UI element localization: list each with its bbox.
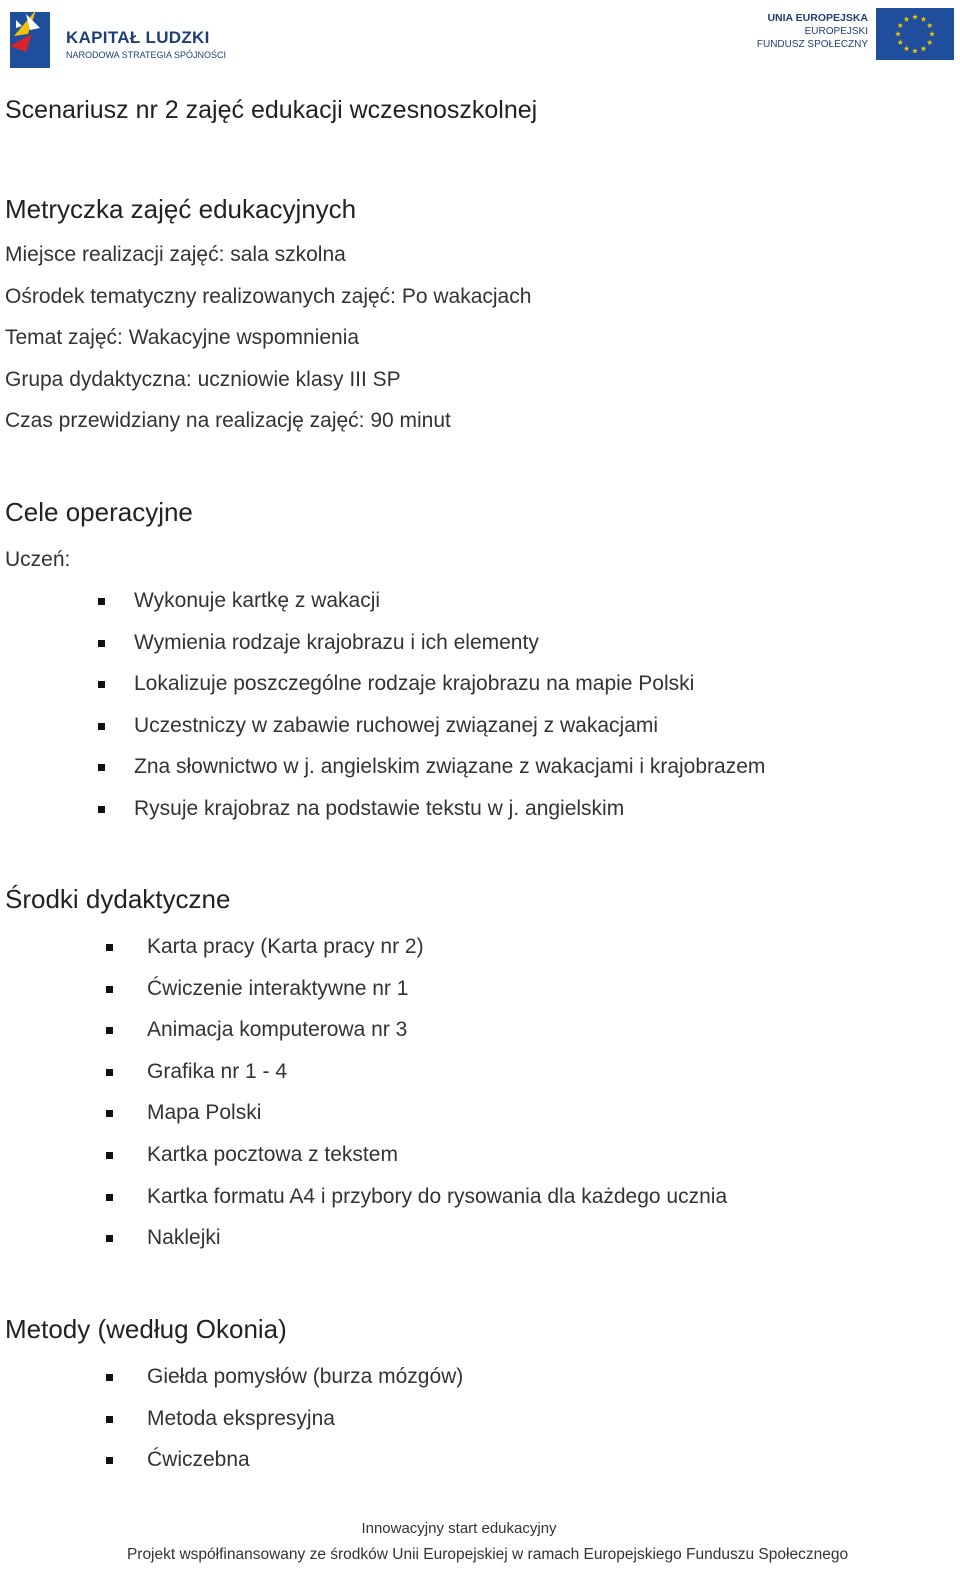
list-item: Uczestniczy w zabawie ruchowej związanej z wakacjami	[98, 710, 765, 752]
bullet-icon	[98, 723, 105, 730]
bullet-icon	[98, 806, 105, 813]
list-item: Kartka formatu A4 i przybory do rysowania dla każdego ucznia	[106, 1181, 727, 1223]
bullet-icon	[106, 944, 113, 951]
srodki-list	[106, 931, 727, 1264]
metody-heading: Metody (według Okonia)	[5, 1314, 287, 1344]
metryczka-line: Ośrodek tematyczny realizowanych zajęć: Po wakacjach	[5, 285, 532, 308]
cele-heading: Cele operacyjne	[5, 497, 193, 527]
metryczka-line: Grupa dydaktyczna: uczniowie klasy III SP	[5, 368, 401, 391]
list-item: Zna słownictwo w j. angielskim związane z wakacjami i krajobrazem	[98, 751, 765, 793]
list-item: Kartka pocztowa z tekstem	[106, 1139, 727, 1181]
bullet-icon	[106, 1374, 113, 1381]
list-item: Giełda pomysłów (burza mózgów)	[106, 1361, 463, 1403]
document-title: Scenariusz nr 2 zajęć edukacji wczesnoszkolnej	[5, 96, 538, 124]
list-item: Ćwiczebna	[106, 1444, 463, 1486]
bullet-icon	[98, 764, 105, 771]
list-item: Wykonuje kartkę z wakacji	[98, 585, 765, 627]
eu-flag-icon	[876, 8, 954, 60]
footer-project-name: Innowacyjny start edukacyjny	[361, 1520, 557, 1537]
bullet-icon	[106, 986, 113, 993]
metryczka-heading: Metryczka zajęć edukacyjnych	[5, 194, 357, 224]
bullet-icon	[106, 1194, 113, 1201]
kapital-ludzki-emblem-icon	[6, 6, 62, 72]
list-item: Grafika nr 1 - 4	[106, 1056, 727, 1098]
list-item: Metoda ekspresyjna	[106, 1403, 463, 1445]
bullet-icon	[106, 1027, 113, 1034]
bullet-icon	[106, 1457, 113, 1464]
bullet-icon	[106, 1110, 113, 1117]
bullet-icon	[98, 598, 105, 605]
eu-logo-text	[757, 12, 868, 51]
logo-title: KAPITAŁ LUDZKI	[66, 28, 210, 47]
eu-line-2: EUROPEJSKI	[804, 26, 868, 37]
bullet-icon	[98, 640, 105, 647]
kapital-ludzki-logo	[6, 6, 236, 74]
bullet-icon	[106, 1416, 113, 1423]
list-item: Karta pracy (Karta pracy nr 2)	[106, 931, 727, 973]
list-item: Ćwiczenie interaktywne nr 1	[106, 973, 727, 1015]
cele-intro: Uczeń:	[5, 548, 71, 571]
list-item: Naklejki	[106, 1222, 727, 1264]
logo-subtitle: NARODOWA STRATEGIA SPÓJNOŚCI	[66, 50, 227, 60]
metody-list	[106, 1361, 463, 1486]
list-item: Lokalizuje poszczególne rodzaje krajobrazu na mapie Polski	[98, 668, 765, 710]
bullet-icon	[106, 1235, 113, 1242]
bullet-icon	[106, 1069, 113, 1076]
srodki-heading: Środki dydaktyczne	[5, 884, 231, 914]
bullet-icon	[106, 1152, 113, 1159]
page-header	[0, 0, 960, 80]
metryczka-line: Temat zajęć: Wakacyjne wspomnienia	[5, 326, 360, 349]
eu-line-3: FUNDUSZ SPOŁECZNY	[756, 39, 868, 50]
eu-line-1: UNIA EUROPEJSKA	[767, 12, 868, 24]
list-item: Animacja komputerowa nr 3	[106, 1014, 727, 1056]
eu-logo	[754, 8, 954, 64]
list-item: Wymienia rodzaje krajobrazu i ich elementy	[98, 627, 765, 669]
bullet-icon	[98, 681, 105, 688]
cele-list	[98, 585, 765, 835]
metryczka-line: Miejsce realizacji zajęć: sala szkolna	[5, 243, 346, 266]
list-item: Mapa Polski	[106, 1097, 727, 1139]
footer-cofinancing-note: Projekt współfinansowany ze środków Unii Europejskiej w ramach Europejskiego Funduszu Społecznego	[126, 1546, 849, 1563]
list-item: Rysuje krajobraz na podstawie tekstu w j. angielskim	[98, 793, 765, 835]
metryczka-line: Czas przewidziany na realizację zajęć: 90 minut	[5, 409, 451, 432]
